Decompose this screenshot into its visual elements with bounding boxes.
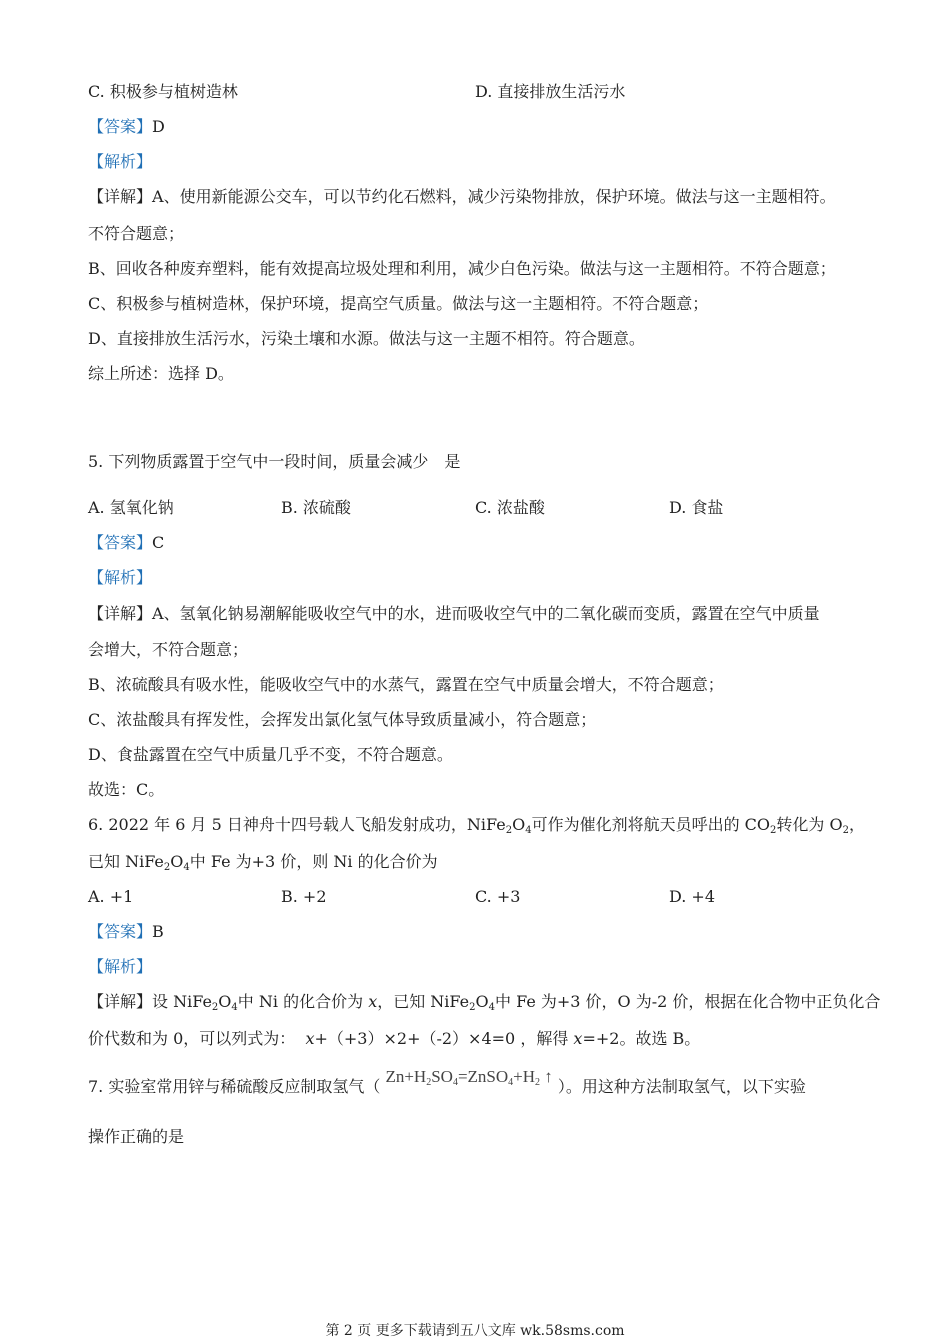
up-arrow-icon: ↑ xyxy=(544,1067,553,1086)
variable-x: x xyxy=(573,1029,583,1048)
detail-text: ，已知 NiFe xyxy=(377,992,470,1011)
subscript: 2 xyxy=(842,825,849,836)
detail-text: =+2。故选 B。 xyxy=(582,1029,701,1048)
q5-stem: 5. 下列物质露置于空气中一段时间，质量会减少 是 xyxy=(88,452,461,471)
stem-text: 可作为催化剂将航天员呼出的 CO xyxy=(531,815,771,834)
subscript: 2 xyxy=(469,1002,476,1013)
subscript: 4 xyxy=(488,1002,495,1013)
q5-analysis-tag: 【解析】 xyxy=(88,568,153,587)
stem-text: 已知 NiFe xyxy=(88,852,164,871)
detail-text: +（+3）×2+（-2）×4=0 ，解得 xyxy=(314,1029,569,1048)
subscript: 2 xyxy=(211,1002,219,1013)
stem-text: 中 Fe 为+3 价，则 Ni 的化合价为 xyxy=(189,852,438,871)
q6-answer-line xyxy=(88,922,164,942)
q4-detail-d: D、直接排放生活污水，污染土壤和水源。做法与这一主题不相符。符合题意。 xyxy=(88,329,645,348)
q6-stem-line1 xyxy=(88,815,865,841)
answer-tag: 【答案】 xyxy=(88,922,153,941)
q4-detail-a2: 不符合题意； xyxy=(88,224,185,243)
q6-detail-line2 xyxy=(88,1029,700,1049)
answer-value: D xyxy=(152,117,165,136)
q6-stem-line2 xyxy=(88,852,438,878)
stem-text: 转化为 O xyxy=(776,815,843,834)
detail-text: O xyxy=(218,992,232,1011)
q5-answer-line xyxy=(88,533,164,553)
q4-detail-c: C、积极参与植树造林，保护环境，提高空气质量。做法与这一主题相符。不符合题意； xyxy=(88,294,709,313)
q5-detail-b: B、浓硫酸具有吸水性，能吸收空气中的水蒸气，露置在空气中质量会增大，不符合题意； xyxy=(88,675,724,694)
answer-value: C xyxy=(152,533,165,552)
q4-detail-b: B、回收各种废弃塑料，能有效提高垃圾处理和利用，减少白色污染。做法与这一主题相符。不符合题意； xyxy=(88,259,836,278)
q5-summary: 故选：C。 xyxy=(88,780,165,799)
q5-detail-c: C、浓盐酸具有挥发性，会挥发出氯化氢气体导致质量减小，符合题意； xyxy=(88,710,597,729)
stem-text: O xyxy=(512,815,526,834)
detail-text: O xyxy=(475,992,489,1011)
q4-answer-line xyxy=(88,117,165,137)
subscript: 2 xyxy=(163,862,171,873)
detail-text: A、氢氧化钠易潮解能吸收空气中的水，进而吸收空气中的二氧化碳而变质，露置在空气中质量 xyxy=(152,604,820,623)
q6-option-c: C. +3 xyxy=(475,887,521,906)
subscript: 4 xyxy=(183,862,190,873)
answer-tag: 【答案】 xyxy=(88,533,153,552)
detail-tag: 【详解】 xyxy=(88,992,153,1011)
stem-text: 6. 2022 年 6 月 5 日神舟十四号载人飞船发射成功，NiFe xyxy=(88,815,506,834)
stem-text: 7. 实验室常用锌与稀硫酸反应制取氢气（ xyxy=(88,1077,381,1096)
q5-option-a: A. 氢氧化钠 xyxy=(88,498,174,517)
subscript: 4 xyxy=(525,825,532,836)
subscript: 2 xyxy=(770,825,777,836)
stem-text: ， xyxy=(848,815,865,834)
answer-tag: 【答案】 xyxy=(88,117,153,136)
q6-analysis-tag: 【解析】 xyxy=(88,957,153,976)
q6-detail-line1 xyxy=(88,992,880,1018)
stem-text: ）。用这种方法制取氢气，以下实验 xyxy=(557,1077,806,1096)
q5-option-c: C. 浓盐酸 xyxy=(475,498,545,517)
detail-text: 设 NiFe xyxy=(152,992,212,1011)
reaction-formula: $Zn+H_2SO_4=ZnSO_4+H_2$ ↑ xyxy=(385,1067,553,1088)
q5-detail-a1 xyxy=(88,604,820,624)
answer-value: B xyxy=(152,922,164,941)
q5-detail-d: D、食盐露置在空气中质量几乎不变，不符合题意。 xyxy=(88,745,453,764)
q7-stem-line2: 操作正确的是 xyxy=(88,1127,185,1146)
detail-text: 中 Fe 为+3 价，O 为-2 价，根据在化合物中正负化合 xyxy=(495,992,881,1011)
q4-summary: 综上所述：选择 D。 xyxy=(88,364,234,383)
subscript: 2 xyxy=(505,825,513,836)
stem-text: O xyxy=(170,852,184,871)
q4-option-c: C. 积极参与植树造林 xyxy=(88,82,238,101)
variable-x: x xyxy=(305,1029,315,1048)
subscript: 4 xyxy=(231,1002,238,1013)
detail-text: 价代数和为 0，可以列式为： xyxy=(88,1029,296,1048)
detail-tag: 【详解】 xyxy=(88,604,153,623)
detail-text: 中 Ni 的化合价为 xyxy=(237,992,364,1011)
q5-option-d: D. 食盐 xyxy=(669,498,724,517)
q6-option-a: A. +1 xyxy=(88,887,134,906)
q7-stem-line1 xyxy=(88,1067,806,1103)
q5-detail-a2: 会增大，不符合题意； xyxy=(88,640,249,659)
q4-detail-a1 xyxy=(88,187,836,207)
detail-text: A、使用新能源公交车，可以节约化石燃料，减少污染物排放，保护环境。做法与这一主题相符。 xyxy=(152,187,836,206)
page-footer: 第 2 页 更多下载请到五八文库 wk.58sms.com xyxy=(325,1323,625,1339)
q4-option-d: D. 直接排放生活污水 xyxy=(475,82,626,101)
variable-x: x xyxy=(368,992,378,1011)
q6-option-d: D. +4 xyxy=(669,887,716,906)
q5-option-b: B. 浓硫酸 xyxy=(281,498,351,517)
q6-option-b: B. +2 xyxy=(281,887,327,906)
q4-analysis-tag: 【解析】 xyxy=(88,152,153,171)
detail-tag: 【详解】 xyxy=(88,187,153,206)
